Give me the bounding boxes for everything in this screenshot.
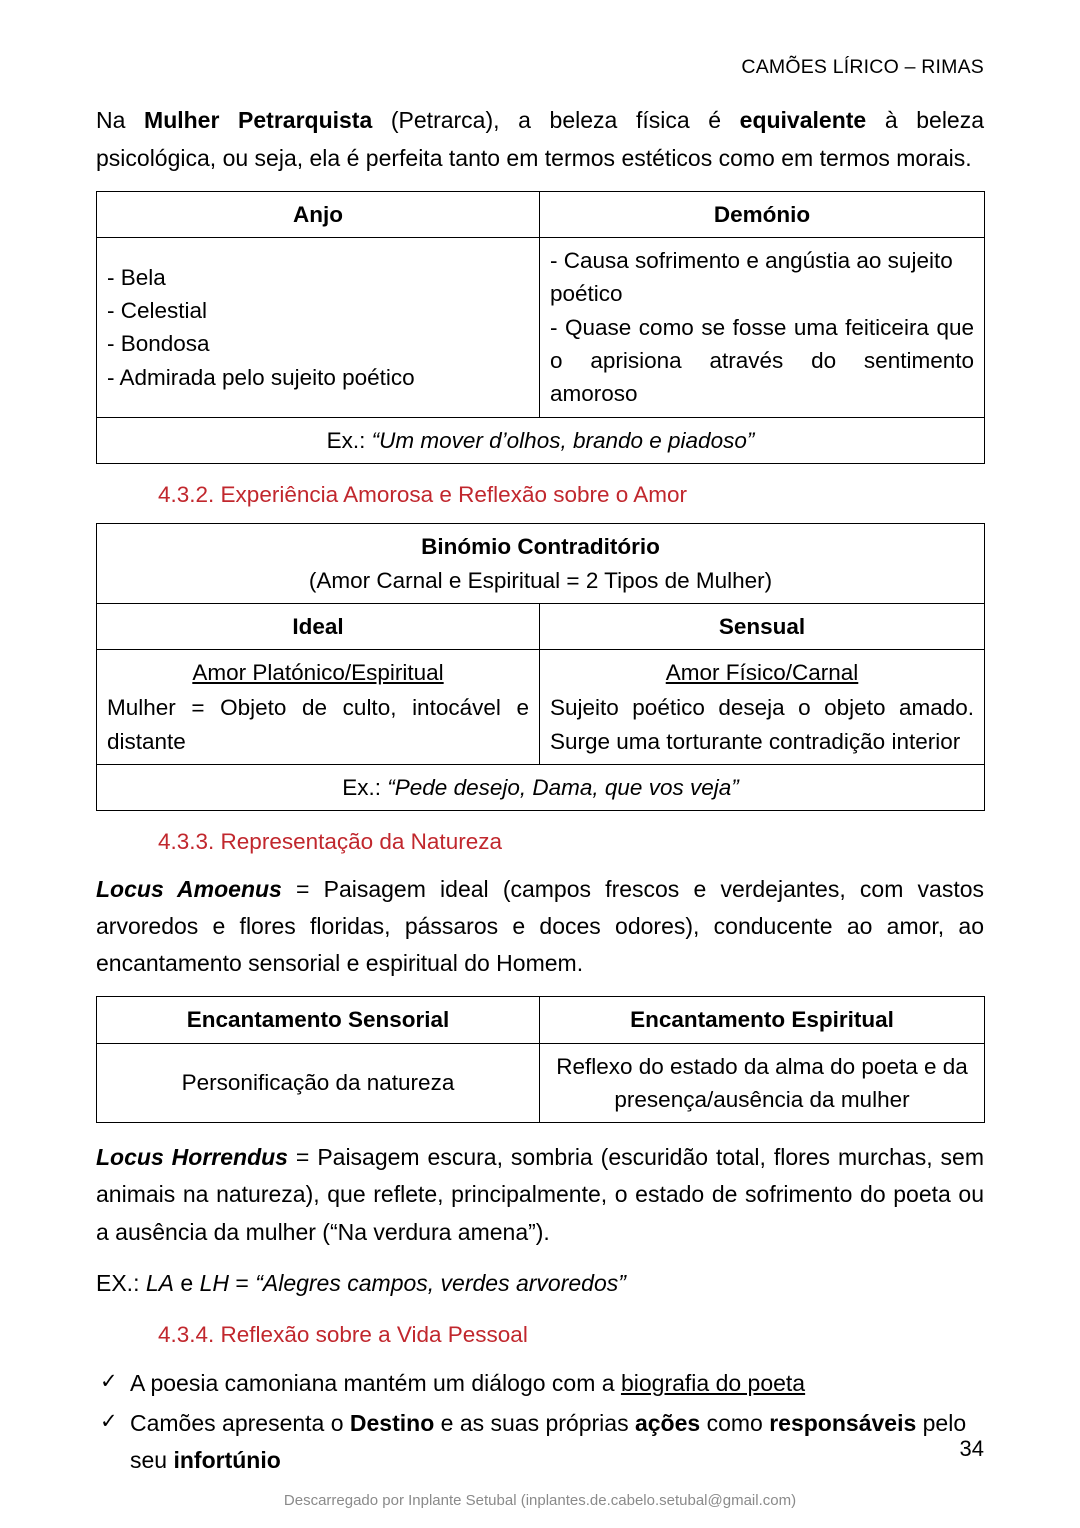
locus-horrendus-body: = Paisagem escura, sombria (escuridão total, flores murchas, sem animais na natureza), que reflete, principalmente, o estado de sofrimento do poeta ou a ausência da mulher (“Na verdura amena”). (96, 1144, 984, 1245)
heading-4-3-2: 4.3.2. Experiência Amorosa e Reflexão sobre o Amor (158, 481, 688, 507)
table-encantamento (96, 996, 985, 1123)
binomio-subtitle: (Amor Carnal e Espiritual = 2 Tipos de Mulher) (308, 567, 773, 593)
intro-bold-equivalente: equivalente (739, 107, 867, 134)
checklist-item-2-bold-responsaveis: responsáveis (769, 1410, 917, 1437)
heading-4-3-3: 4.3.3. Representação da Natureza (158, 829, 502, 855)
ideal-body: Mulher = Objeto de culto, intocável e distante (107, 695, 529, 754)
cell-demonio-text (540, 238, 985, 417)
checklist-item-1-text: A poesia camoniana mantém um diálogo com a (130, 1370, 621, 1397)
checklist-item-2-bold-infortunio: infortúnio (173, 1447, 281, 1474)
checklist-item-1-underlined: biografia do poeta (620, 1370, 806, 1397)
intro-text-1: Na (96, 107, 145, 134)
table-anjo-demonio (96, 191, 985, 464)
table-row-example (97, 765, 985, 811)
sensual-underlined-label: Amor Físico/Carnal (665, 660, 859, 686)
checklist-item-2-text-2: e as suas próprias (434, 1410, 635, 1437)
table-binomio-contraditorio (96, 523, 985, 811)
table-row (97, 997, 985, 1043)
cell-binomio-title (97, 524, 985, 604)
cell-example-binomio (97, 765, 985, 811)
table-row (97, 524, 985, 604)
sensual-body: Sujeito poético deseja o objeto amado. Surge uma torturante contradição interior (550, 695, 975, 754)
example-quote: “Um mover d’olhos, brando e piadoso” (371, 427, 755, 453)
intro-bold-mulher-petrarquista: Mulher Petrarquista (144, 107, 373, 134)
ideal-underlined-label: Amor Platónico/Espiritual (192, 660, 444, 686)
running-header: CAMÕES LÍRICO – RIMAS (741, 56, 984, 78)
page-number: 34 (959, 1436, 984, 1461)
cell-encantamento-sensorial: Personificação da natureza (97, 1043, 540, 1123)
demonio-line-2: - Quase como se fosse uma feiticeira que o aprisiona através do sentimento amoroso (550, 314, 974, 407)
checklist-item-2-bold-destino: Destino (349, 1410, 435, 1437)
table-row (97, 650, 985, 765)
list-item: - Bondosa (107, 331, 210, 357)
checklist (96, 1365, 984, 1478)
example-label: Ex.: (326, 427, 372, 453)
intro-text-3: à beleza psicológica, ou seja, ela é perfeita tanto em termos estéticos como em termos morais. (96, 107, 985, 171)
cell-example-anjo-demonio (97, 417, 985, 463)
abbr-lh: LH (199, 1269, 229, 1296)
example-quote: “Alegres campos, verdes arvoredos” (255, 1269, 626, 1296)
table-header-encantamento-espiritual: Encantamento Espiritual (540, 997, 985, 1043)
table-header-encantamento-sensorial: Encantamento Sensorial (97, 997, 540, 1043)
example-conjunction: e (174, 1269, 200, 1296)
example-quote: “Pede desejo, Dama, que vos veja” (387, 775, 739, 800)
list-item (96, 1365, 984, 1402)
list-item: - Admirada pelo sujeito poético (107, 364, 415, 390)
list-item: - Celestial (107, 298, 208, 324)
checklist-item-2-bold-acoes: ações (634, 1410, 701, 1437)
example-la-lh (96, 1265, 984, 1302)
binomio-title: Binómio Contraditório (421, 534, 660, 560)
cell-ideal (97, 650, 540, 765)
locus-amoenus-term: Locus Amoenus (96, 875, 282, 902)
abbr-la: LA (145, 1269, 174, 1296)
locus-amoenus-body: = Paisagem ideal (campos frescos e verdejantes, com vastos arvoredos e flores floridas, pássaros e doces odores), conducente ao amor, ao encantamento sensorial e espiritual do Homem. (96, 875, 984, 977)
example-equals: = (228, 1269, 256, 1296)
demonio-line-1: - Causa sofrimento e angústia ao sujeito poético (550, 248, 953, 307)
example-prefix: EX.: (96, 1269, 146, 1296)
checklist-item-2-text-4: pelo seu (130, 1410, 967, 1474)
table-header-ideal: Ideal (97, 603, 540, 649)
cell-sensual (540, 650, 985, 765)
page-content (96, 56, 984, 1482)
list-item (96, 1405, 984, 1479)
check-icon: ✓ (100, 1410, 118, 1434)
heading-4-3-4: 4.3.4. Reflexão sobre a Vida Pessoal (158, 1322, 528, 1348)
cell-anjo-list (97, 238, 540, 417)
intro-paragraph (96, 102, 984, 177)
table-row (97, 1043, 985, 1123)
download-watermark: Descarregado por Inplante Setubal (inplantes.de.cabelo.setubal@gmail.com) (283, 1492, 797, 1509)
table-row (97, 603, 985, 649)
table-header-anjo: Anjo (97, 191, 540, 237)
checklist-item-2-text-1: Camões apresenta o (130, 1410, 350, 1437)
intro-text-2: (Petrarca), a beleza física é (372, 107, 740, 134)
table-header-sensual: Sensual (540, 603, 985, 649)
locus-amoenus-paragraph (96, 871, 984, 983)
locus-horrendus-paragraph (96, 1139, 984, 1251)
table-header-demonio: Demónio (540, 191, 985, 237)
table-row-example (97, 417, 985, 463)
table-row (97, 238, 985, 417)
cell-encantamento-espiritual: Reflexo do estado da alma do poeta e da presença/ausência da mulher (540, 1043, 985, 1123)
table-row (97, 191, 985, 237)
locus-horrendus-term: Locus Horrendus (96, 1144, 288, 1171)
example-label: Ex.: (342, 775, 388, 800)
check-icon: ✓ (100, 1370, 118, 1394)
list-item: - Bela (107, 264, 166, 290)
checklist-item-2-text-3: como (700, 1410, 770, 1437)
